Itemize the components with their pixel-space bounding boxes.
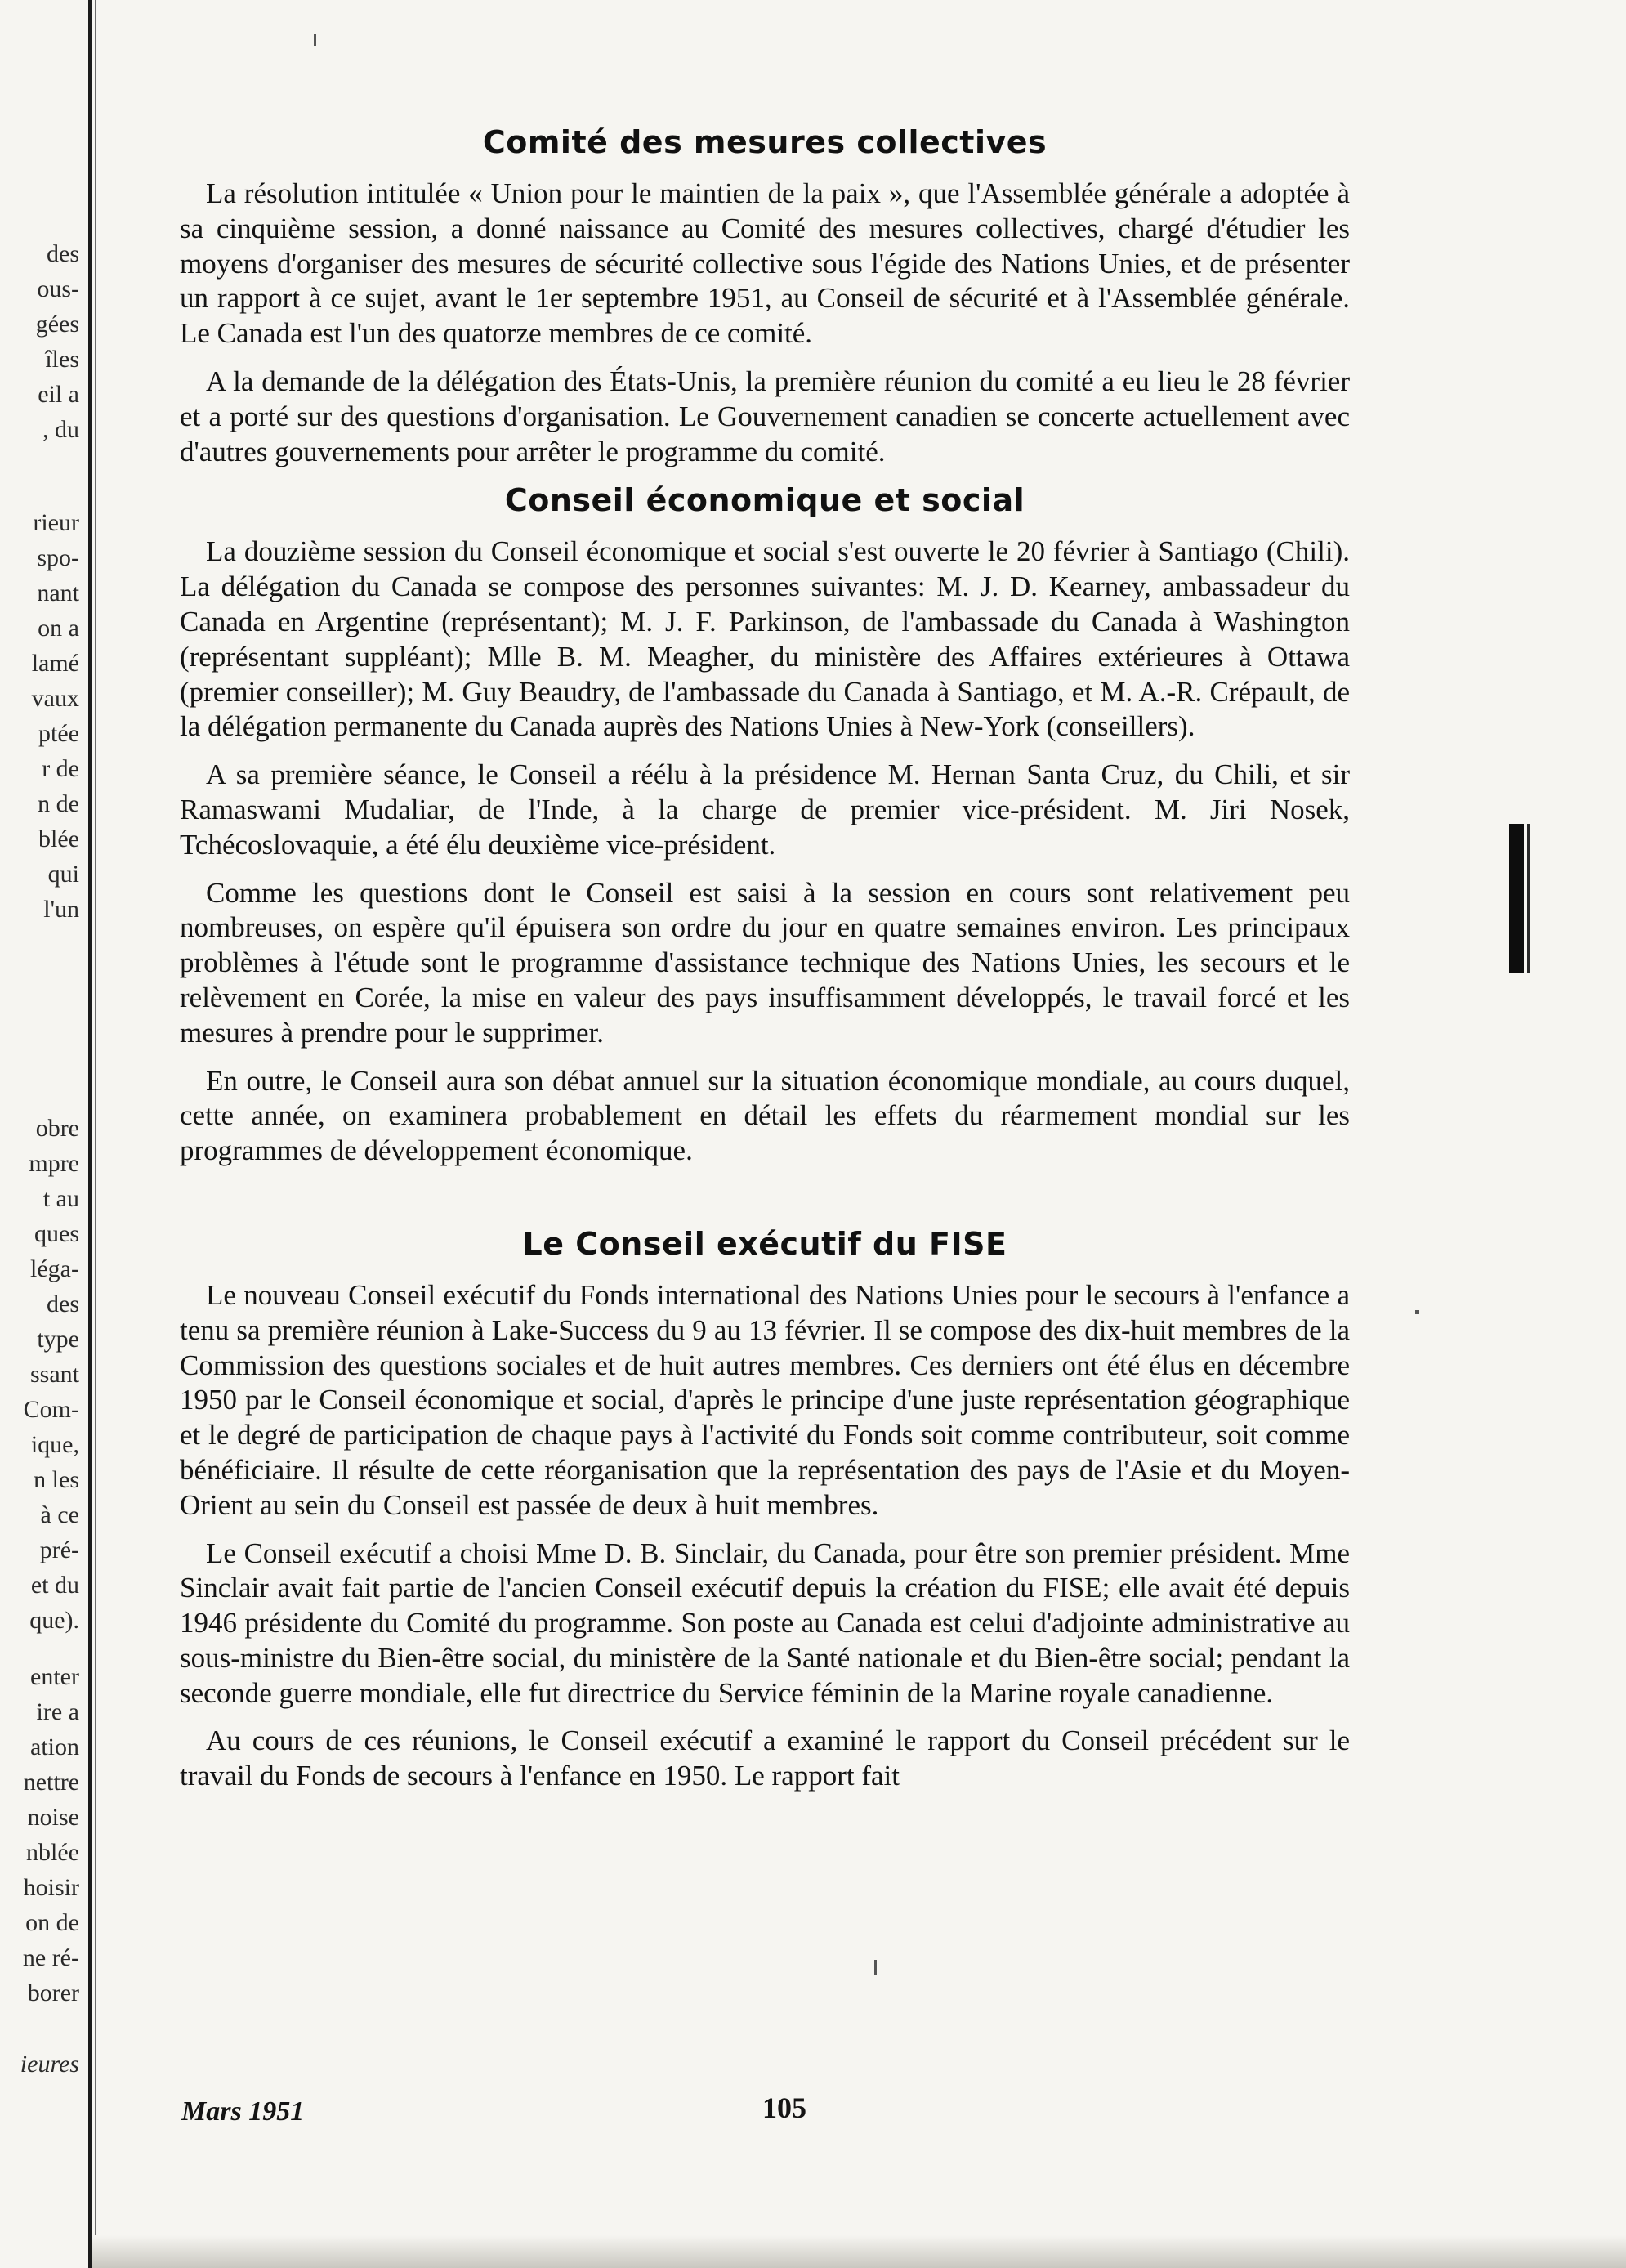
- margin-fragment: ique,: [30, 1431, 79, 1458]
- margin-fragment: borer: [27, 1979, 79, 2006]
- margin-change-bar: [1509, 824, 1524, 973]
- margin-fragment: hoisir: [23, 1874, 79, 1901]
- margin-fragment: îles: [45, 346, 79, 373]
- paragraph: A la demande de la délégation des États-Unis, la première réunion du comité a eu lieu le 28 février et a porté sur des questions d'organisation. Le Gouvernement canadien se concerte actuellement avec d'autres gouvernements pour arrêter le programme du comité.: [180, 365, 1350, 467]
- paragraph: La résolution intitulée « Union pour le maintien de la paix », que l'Assemblée générale a adoptée à sa cinquième session, a donné naissance au Comité des mesures collectives, chargé d'étudier les moyens d'organiser des mesures de sécurité collective sous l'égide des Nations Unies, et de présenter un rapport à ce sujet, avant le 1er septembre 1951, au Conseil de sécurité et à l'Assemblée générale. Le Canada est l'un des quatorze membres de ce comité.: [180, 177, 1350, 350]
- margin-fragment: noise: [27, 1804, 79, 1831]
- paragraph: Au cours de ces réunions, le Conseil exécutif a examiné le rapport du Conseil précédent sur le travail du Fonds de secours à l'enfance en 1950. Le rapport fait: [180, 1724, 1350, 1792]
- binding-edge: [88, 0, 92, 2268]
- margin-fragment: ation: [30, 1733, 79, 1760]
- margin-fragment: rieur: [33, 509, 79, 536]
- margin-fragment: ire a: [36, 1698, 79, 1725]
- margin-fragment: on a: [38, 615, 79, 642]
- margin-fragment: eil a: [38, 381, 79, 408]
- section-conseil-economique-social: [180, 482, 1350, 1169]
- margin-fragment: nant: [37, 579, 79, 606]
- section-comite-mesures-collectives: [180, 124, 1350, 469]
- margin-fragment: spo-: [37, 544, 79, 571]
- margin-fragment: des: [47, 240, 79, 267]
- margin-fragment: t au: [42, 1185, 79, 1212]
- paragraph: A sa première séance, le Conseil a réélu à la présidence M. Hernan Santa Cruz, du Chili, et sir Ramaswami Mudaliar, de l'Inde, à la charge de premier vice-président. M. Jiri Nosek, Tchécoslovaquie, a été élu deuxième vice-président.: [180, 758, 1350, 861]
- margin-fragment: ous-: [37, 275, 79, 302]
- margin-fragment: ques: [34, 1220, 79, 1247]
- margin-fragment: des: [47, 1291, 79, 1317]
- margin-fragment: ne ré-: [22, 1944, 79, 1971]
- page-bottom-shadow: [92, 2235, 1626, 2268]
- margin-fragment: n les: [34, 1466, 79, 1493]
- margin-fragment: que).: [29, 1607, 79, 1634]
- article-body: [180, 124, 1350, 1807]
- margin-fragment: enter: [30, 1663, 79, 1690]
- margin-fragment: nblée: [26, 1839, 79, 1866]
- margin-fragment: Com-: [23, 1396, 79, 1423]
- margin-fragment: type: [37, 1326, 79, 1353]
- paragraph: Le nouveau Conseil exécutif du Fonds international des Nations Unies pour le secours à l'enfance a tenu sa première réunion à Lake-Success du 9 au 13 février. Il se compose des dix-huit membres de la Commission des questions sociales et de huit autres membres. Ces derniers ont été élus en décembre 1950 par le Conseil économique et social, d'après le principe d'une juste représentation géographique et le degré de participation de chaque pays à l'activité du Fonds soit comme contributeur, soit comme bénéficiaire. Il résulte de cette réorganisation que la représentation des pays de l'Asie et du Moyen-Orient au sein du Conseil est passée de deux à huit membres.: [180, 1278, 1350, 1521]
- margin-fragment: pré-: [39, 1537, 79, 1563]
- paragraph: La douzième session du Conseil économique et social s'est ouverte le 20 février à Santiago (Chili). La délégation du Canada se compose des personnes suivantes: M. J. D. Kearney, ambassadeur du Canada en Argentine (représentant); M. J. F. Parkinson, de l'ambassade du Canada à Washington (représentant suppléant); Mlle B. M. Meagher, du ministère des Affaires extérieures à Ottawa (premier conseiller); M. Guy Beaudry, de l'ambassade du Canada à Santiago, et M. A.-R. Crépault, de la délégation permanente du Canada auprès des Nations Unies à New-York (conseillers).: [180, 535, 1350, 743]
- margin-fragment: et du: [30, 1572, 79, 1599]
- margin-fragment: gées: [35, 311, 79, 338]
- margin-fragment: obre: [35, 1115, 79, 1142]
- scan-speck: [314, 34, 316, 46]
- section-conseil-executif-fise: [180, 1226, 1350, 1794]
- paragraph: En outre, le Conseil aura son débat annuel sur la situation économique mondiale, au cours duquel, cette année, on examinera probablement en détail les effets du réarmement mondial sur les programmes de développement économique.: [180, 1064, 1350, 1167]
- margin-fragment: à ce: [40, 1501, 79, 1528]
- margin-fragment: ieures: [20, 2051, 79, 2078]
- margin-fragment: , du: [42, 416, 79, 443]
- scan-speck: [1415, 1310, 1419, 1314]
- scan-speck: [874, 1960, 877, 1975]
- paragraph: Le Conseil exécutif a choisi Mme D. B. Sinclair, du Canada, pour être son premier président. Mme Sinclair avait fait partie de l'ancien Conseil exécutif depuis la création du FISE; elle avait été depuis 1946 présidente du Comité du programme. Son poste au Canada est celui d'adjointe administrative au sous-ministre du Bien-être social, du ministère de la Santé nationale et du Bien-être social; pendant la seconde guerre mondiale, elle fut directrice du Service féminin de la Marine royale canadienne.: [180, 1537, 1350, 1709]
- issue-date: Mars 1951: [181, 2096, 305, 2127]
- margin-fragment: léga-: [30, 1255, 79, 1282]
- margin-fragment: nettre: [23, 1769, 79, 1796]
- margin-fragment: r de: [42, 755, 79, 782]
- section-heading: Conseil économique et social: [504, 482, 1025, 519]
- left-margin-fragments: [0, 0, 86, 2268]
- margin-fragment: qui: [47, 861, 79, 888]
- section-heading: Comité des mesures collectives: [482, 124, 1048, 160]
- margin-change-bar-edge: [1527, 824, 1530, 973]
- paragraph: Comme les questions dont le Conseil est saisi à la session en cours sont relativement peu nombreuses, on espère qu'il épuisera son ordre du jour en quatre semaines environ. Les principaux problèmes à l'étude sont le programme d'assistance technique des Nations Unies, les secours et le relèvement en Corée, la mise en valeur des pays insuffisamment développés, le travail forcé et les mesures à prendre pour le supprimer.: [180, 876, 1350, 1049]
- page-number: 105: [762, 2091, 806, 2124]
- margin-fragment: l'un: [43, 896, 79, 923]
- margin-fragment: ssant: [30, 1361, 79, 1388]
- margin-fragment: n de: [38, 790, 79, 817]
- binding-edge-shadow: [95, 0, 96, 2268]
- margin-fragment: ptée: [38, 720, 79, 747]
- margin-fragment: on de: [25, 1909, 79, 1936]
- margin-fragment: blée: [38, 825, 79, 852]
- margin-fragment: vaux: [31, 685, 79, 712]
- margin-fragment: lamé: [31, 650, 79, 677]
- section-heading: Le Conseil exécutif du FISE: [522, 1225, 1007, 1262]
- margin-fragment: mpre: [29, 1150, 79, 1177]
